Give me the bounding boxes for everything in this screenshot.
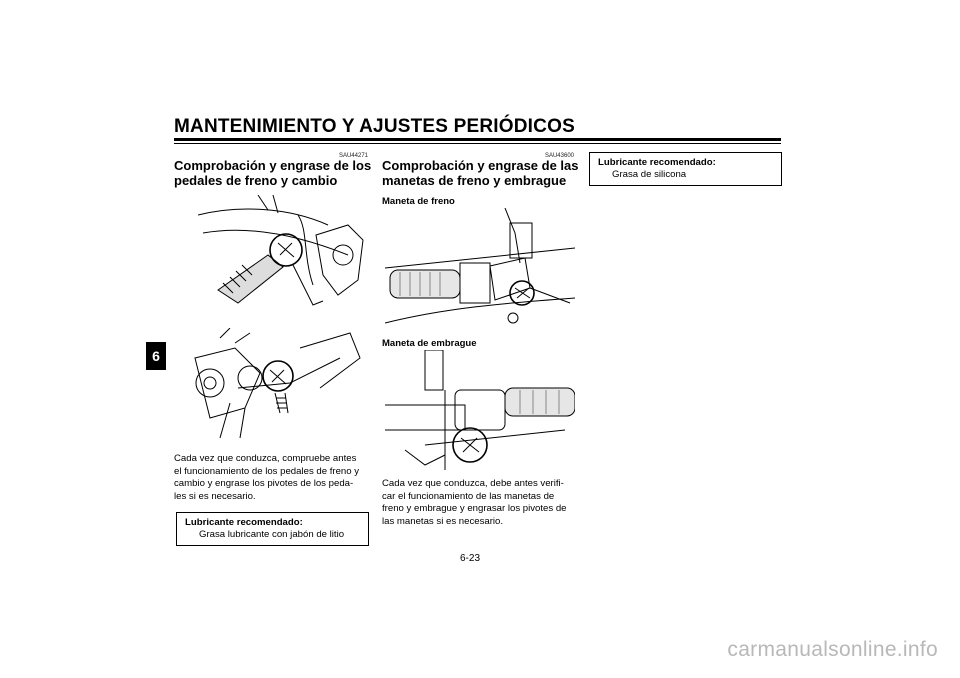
- text-line: las manetas si es necesario.: [382, 515, 504, 527]
- text-line: Cada vez que conduzca, compruebe antes: [174, 453, 357, 464]
- lubricant-box-pedals: [176, 512, 369, 546]
- lubricant-value: Grasa de silicona: [612, 169, 687, 180]
- shift-pedal-illustration: [190, 328, 365, 443]
- section-code: SAU44271: [338, 153, 368, 159]
- clutch-lever-illustration: [385, 350, 575, 470]
- page-number: 6-23: [460, 553, 481, 564]
- header-rule-thin: [174, 143, 781, 144]
- lubricant-value: Grasa lubricante con jabón de litio: [199, 529, 345, 540]
- text-line: freno y embrague y engrasar los pivotes de: [382, 503, 567, 514]
- heading-line: Comprobación y engrase de los: [174, 158, 372, 173]
- text-line: Cada vez que conduzca, debe antes verifi-: [382, 478, 564, 489]
- lubricant-label: Lubricante recomendado:: [185, 517, 303, 528]
- text-line: cambio y engrase los pivotes de los peda-: [174, 478, 354, 489]
- text-line: el funcionamiento de los pedales de freno y: [174, 465, 360, 477]
- brake-pedal-illustration: [198, 195, 368, 320]
- section-heading-levers: [382, 158, 579, 188]
- heading-line: manetas de freno y embrague: [382, 173, 567, 188]
- watermark: carmanualsonline.info: [727, 638, 938, 661]
- header-rule: [174, 138, 781, 141]
- text-line: les si es necesario.: [174, 490, 256, 502]
- subhead-brake-lever: Maneta de freno: [382, 196, 455, 207]
- lubricant-box-levers: [589, 152, 782, 186]
- section-tab: 6: [146, 342, 166, 370]
- heading-line: pedales de freno y cambio: [174, 173, 338, 188]
- text-line: car el funcionamiento de las manetas de: [382, 490, 555, 502]
- lubricant-label: Lubricante recomendado:: [598, 157, 716, 168]
- section-heading-pedals: [174, 158, 371, 188]
- subhead-clutch-lever: Maneta de embrague: [382, 338, 477, 349]
- page-title: MANTENIMIENTO Y AJUSTES PERIÓDICOS: [174, 116, 575, 137]
- pedal-instructions: [174, 453, 370, 503]
- heading-line: Comprobación y engrase de las: [382, 158, 579, 173]
- brake-lever-illustration: [385, 208, 575, 330]
- lever-instructions: [382, 478, 574, 528]
- section-code: SAU43600: [544, 153, 574, 159]
